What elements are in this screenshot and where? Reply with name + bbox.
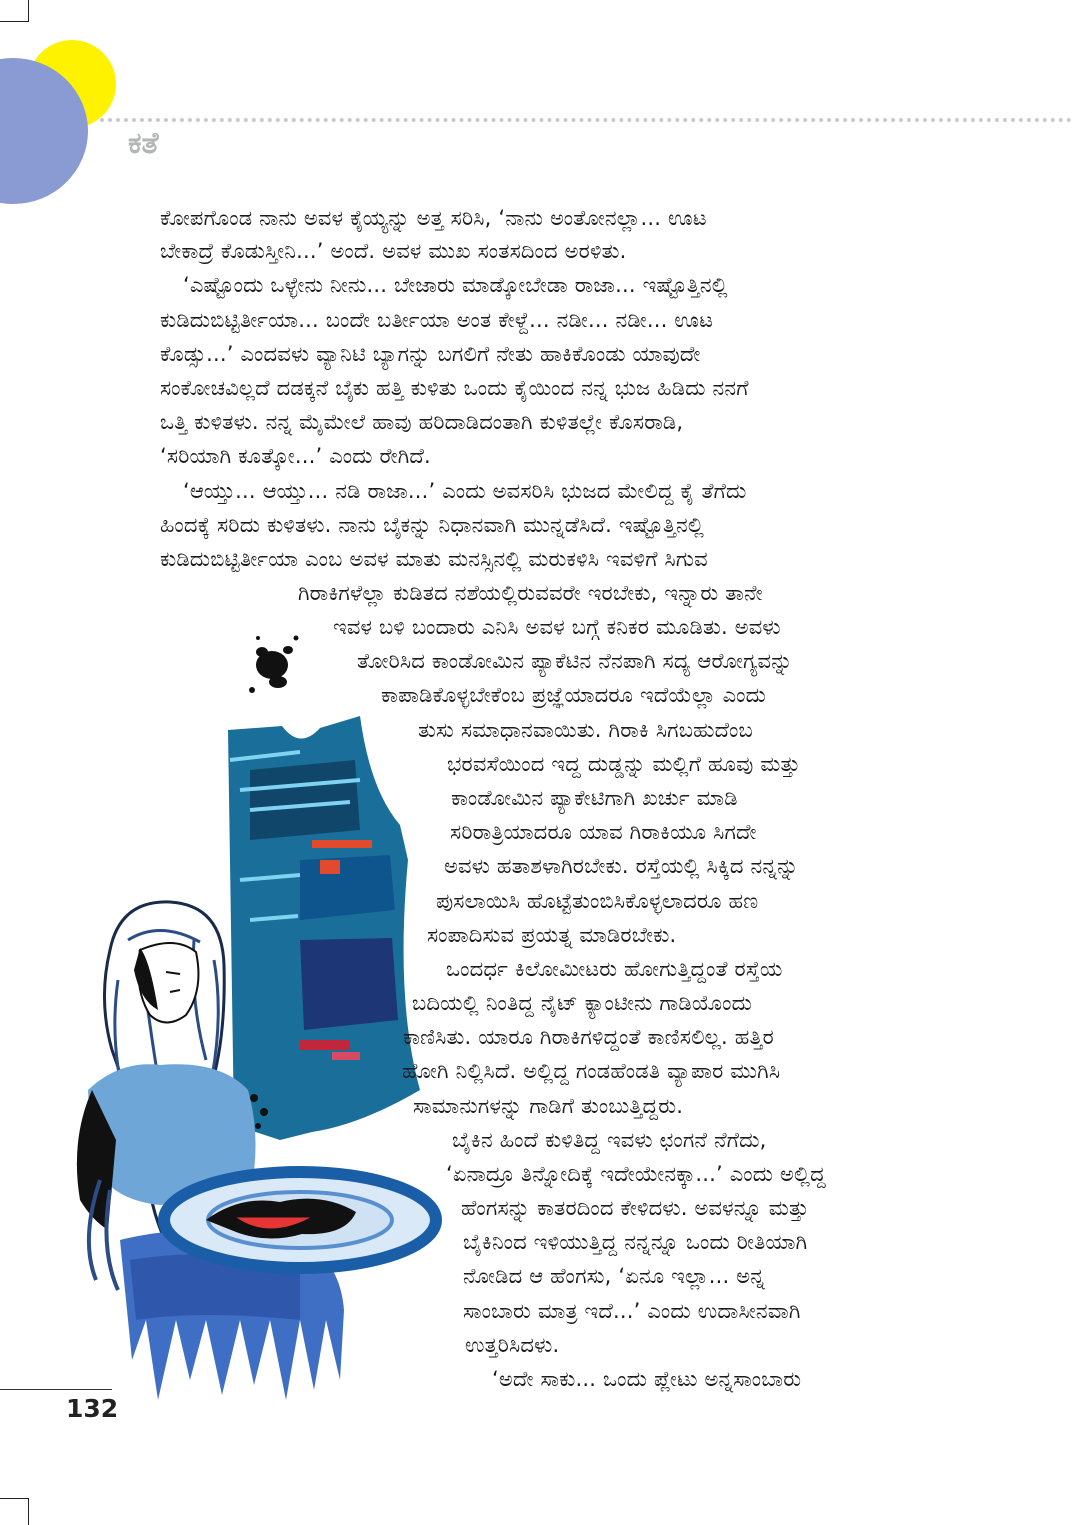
crop-mark-bottom-vertical <box>28 1498 29 1525</box>
crop-mark-bottom-horizontal <box>0 1498 29 1499</box>
page-number-rule <box>0 1389 112 1390</box>
text-line: ಕೊಡ್ಸು...’ ಎಂದವಳು ವ್ಯಾನಿಟಿ ಬ್ಯಾಗನ್ನು ಬಗಲಿಗೆ ನೇತು ಹಾಕಿಕೊಂಡು ಯಾವುದೇ <box>160 342 701 366</box>
text-line: ಕಾಪಾಡಿಕೊಳ್ಳಬೇಕೆಂಬ ಪ್ರಜ್ಞೆಯಾದರೂ ಇದೆಯೆಲ್ಲಾ ಎಂದು <box>381 683 767 707</box>
ink-splatter <box>249 636 299 694</box>
text-line: ತೋರಿಸಿದ ಕಾಂಡೋಮಿನ ಪ್ಯಾಕೆಟಿನ ನೆನಪಾಗಿ ಸದ್ಯ ಆರೋಗ್ಯವನ್ನು <box>357 649 793 673</box>
text-line: ಪುಸಲಾಯಿಸಿ ಹೊಟ್ಟೆತುಂಬಿಸಿಕೊಳ್ಳಲಾದರೂ ಹಣ <box>436 889 759 913</box>
text-line: ‘ಆಯ್ತು... ಆಯ್ತು... ನಡಿ ರಾಜಾ...’ ಎಂದು ಅವಸರಿಸಿ ಭುಜದ ಮೇಲಿದ್ದ ಕೈ ತೆಗೆದು <box>183 479 747 503</box>
text-line: ಭರವಸೆಯಿಂದ ಇದ್ದ ದುಡ್ಡನ್ನು ಮಲ್ಲಿಗೆ ಹೂವು ಮತ್ತು <box>447 752 801 776</box>
text-line: ಕಾಂಡೋಮಿನ ಪ್ಯಾಕೇಟಿಗಾಗಿ ಖರ್ಚು ಮಾಡಿ <box>451 786 738 810</box>
text-line: ಗಿರಾಕಿಗಳೆಲ್ಲಾ ಕುಡಿತದ ನಶೆಯಲ್ಲಿರುವವರೇ ಇರಬೇಕು, ಇನ್ನಾರು ತಾನೇ <box>298 581 763 605</box>
text-line: ‘ಎಷ್ಟೊಂದು ಒಳ್ಳೇನು ನೀನು... ಬೇಜಾರು ಮಾಡ್ಕೋಬೇಡಾ ರಾಜಾ... ಇಷ್ಟೊತ್ತಿನಲ್ಲಿ <box>183 273 728 297</box>
text-line: ಸಾಂಬಾರು ಮಾತ್ರ ಇದೆ...’ ಎಂದು ಉದಾಸೀನವಾಗಿ <box>463 1299 801 1323</box>
text-line: ಹೆಂಗಸನ್ನು ಕಾತರದಿಂದ ಕೇಳಿದಳು. ಅವಳನ್ನೂ ಮತ್ತು <box>461 1196 809 1220</box>
text-line: ಸಂಪಾದಿಸುವ ಪ್ರಯತ್ನ ಮಾಡಿರಬೇಕು. <box>427 923 677 947</box>
text-line: ಒಂದರ್ಧ ಕಿಲೋಮೀಟರು ಹೋಗುತ್ತಿದ್ದಂತೆ ರಸ್ತೆಯ <box>446 957 783 981</box>
dotted-rule <box>100 118 1072 122</box>
text-line: ಕೋಪಗೊಂಡ ನಾನು ಅವಳ ಕೈಯ್ಯನ್ನು ಅತ್ತ ಸರಿಸಿ, ‘ನಾನು ಅಂತೋನಲ್ಲಾ... ಊಟ <box>160 206 707 230</box>
text-line: ತುಸು ಸಮಾಧಾನವಾಯಿತು. ಗಿರಾಕಿ ಸಿಗಬಹುದೆಂಬ <box>418 718 753 742</box>
text-line: ಕುಡಿದುಬಿಟ್ಟಿರ್ತೀಯಾ ಎಂಬ ಅವಳ ಮಾತು ಮನಸ್ಸಿನಲ್ಲಿ ಮರುಕಳಿಸಿ ಇವಳಿಗೆ ಸಿಗುವ <box>160 547 708 571</box>
text-line: ಬದಿಯಲ್ಲಿ ನಿಂತಿದ್ದ ನೈಟ್ ಕ್ಯಾಂಟೀನು ಗಾಡಿಯೊಂದು <box>412 991 753 1015</box>
text-line: ಇವಳ ಬಳಿ ಬಂದಾರು ಎನಿಸಿ ಅವಳ ಬಗ್ಗೆ ಕನಿಕರ ಮೂಡಿತು. ಅವಳು <box>333 615 781 639</box>
text-line: ‘ಏನಾದ್ರೂ ತಿನ್ನೋದಿಕ್ಕೆ ಇದೇಯೇನಕ್ಕಾ...’ ಎಂದು ಅಲ್ಲಿದ್ದ <box>446 1162 826 1186</box>
section-label: ಕತೆ <box>128 126 159 161</box>
text-line: ಬೈಕಿನಿಂದ ಇಳಿಯುತ್ತಿದ್ದ ನನ್ನನ್ನೂ ಒಂದು ರೀತಿಯಾಗಿ <box>463 1230 808 1254</box>
text-line: ನೋಡಿದ ಆ ಹೆಂಗಸು, ‘ಏನೂ ಇಲ್ಲಾ... ಅನ್ನ <box>463 1264 765 1288</box>
page-number: 132 <box>66 1394 119 1423</box>
text-line: ಸಾಮಾನುಗಳನ್ನು ಗಾಡಿಗೆ ತುಂಬುತ್ತಿದ್ದರು. <box>413 1094 684 1118</box>
text-line: ಹೋಗಿ ನಿಲ್ಲಿಸಿದೆ. ಅಲ್ಲಿದ್ದ ಗಂಡಹೆಂಡತಿ ವ್ಯಾಪಾರ ಮುಗಿಸಿ <box>402 1059 781 1083</box>
text-line: ಒತ್ತಿ ಕುಳಿತಳು. ನನ್ನ ಮೈಮೇಲೆ ಹಾವು ಹರಿದಾಡಿದಂತಾಗಿ ಕುಳಿತಲ್ಲೇ ಕೊಸರಾಡಿ, <box>160 410 684 434</box>
text-line: ಹಿಂದಕ್ಕೆ ಸರಿದು ಕುಳಿತಳು. ನಾನು ಬೈಕನ್ನು ನಿಧಾನವಾಗಿ ಮುನ್ನಡೆಸಿದೆ. ಇಷ್ಟೊತ್ತಿನಲ್ಲಿ <box>160 513 704 537</box>
text-line: ಸರಿರಾತ್ರಿಯಾದರೂ ಯಾವ ಗಿರಾಕಿಯೂ ಸಿಗದೇ <box>450 820 757 844</box>
text-line: ಕುಡಿದುಬಿಟ್ಟಿರ್ತೀಯಾ... ಬಂದೇ ಬರ್ತೀಯಾ ಅಂತ ಕೇಳ್ದೆ... ನಡೀ... ನಡೀ... ಊಟ <box>160 308 714 332</box>
text-line: ಉತ್ತರಿಸಿದಳು. <box>465 1333 560 1357</box>
text-line: ಬೈಕಿನ ಹಿಂದೆ ಕುಳಿತಿದ್ದ ಇವಳು ಛಂಗನೆ ನೆಗೆದು, <box>452 1128 767 1152</box>
woman-with-plate-illustration <box>0 620 460 1410</box>
text-line: ಬೇಕಾದ್ರೆ ಕೊಡುಸ್ತೀನಿ...’ ಅಂದೆ. ಅವಳ ಮುಖ ಸಂತಸದಿಂದ ಅರಳಿತು. <box>160 239 627 263</box>
text-line: ‘ಸರಿಯಾಗಿ ಕೂತ್ಕೋ...’ ಎಂದು ರೇಗಿದೆ. <box>160 444 431 468</box>
crop-mark-top-horizontal <box>0 21 29 22</box>
text-line: ಅವಳು ಹತಾಶಳಾಗಿರಬೇಕು. ರಸ್ತೆಯಲ್ಲಿ ಸಿಕ್ಕಿದ ನನ್ನನ್ನು <box>444 854 799 878</box>
crop-mark-top-vertical <box>28 0 29 22</box>
text-line: ಸಂಕೋಚವಿಲ್ಲದೆ ದಡಕ್ಕನೆ ಬೈಕು ಹತ್ತಿ ಕುಳಿತು ಒಂದು ಕೈಯಿಂದ ನನ್ನ ಭುಜ ಹಿಡಿದು ನನಗೆ <box>160 376 749 400</box>
text-line: ಕಾಣಿಸಿತು. ಯಾರೂ ಗಿರಾಕಿಗಳಿದ್ದಂತೆ ಕಾಣಿಸಲಿಲ್ಲ. ಹತ್ತಿರ <box>403 1025 774 1049</box>
text-line: ‘ಅದೇ ಸಾಕು... ಒಂದು ಪ್ಲೇಟು ಅನ್ನಸಾಂಬಾರು <box>492 1367 802 1391</box>
